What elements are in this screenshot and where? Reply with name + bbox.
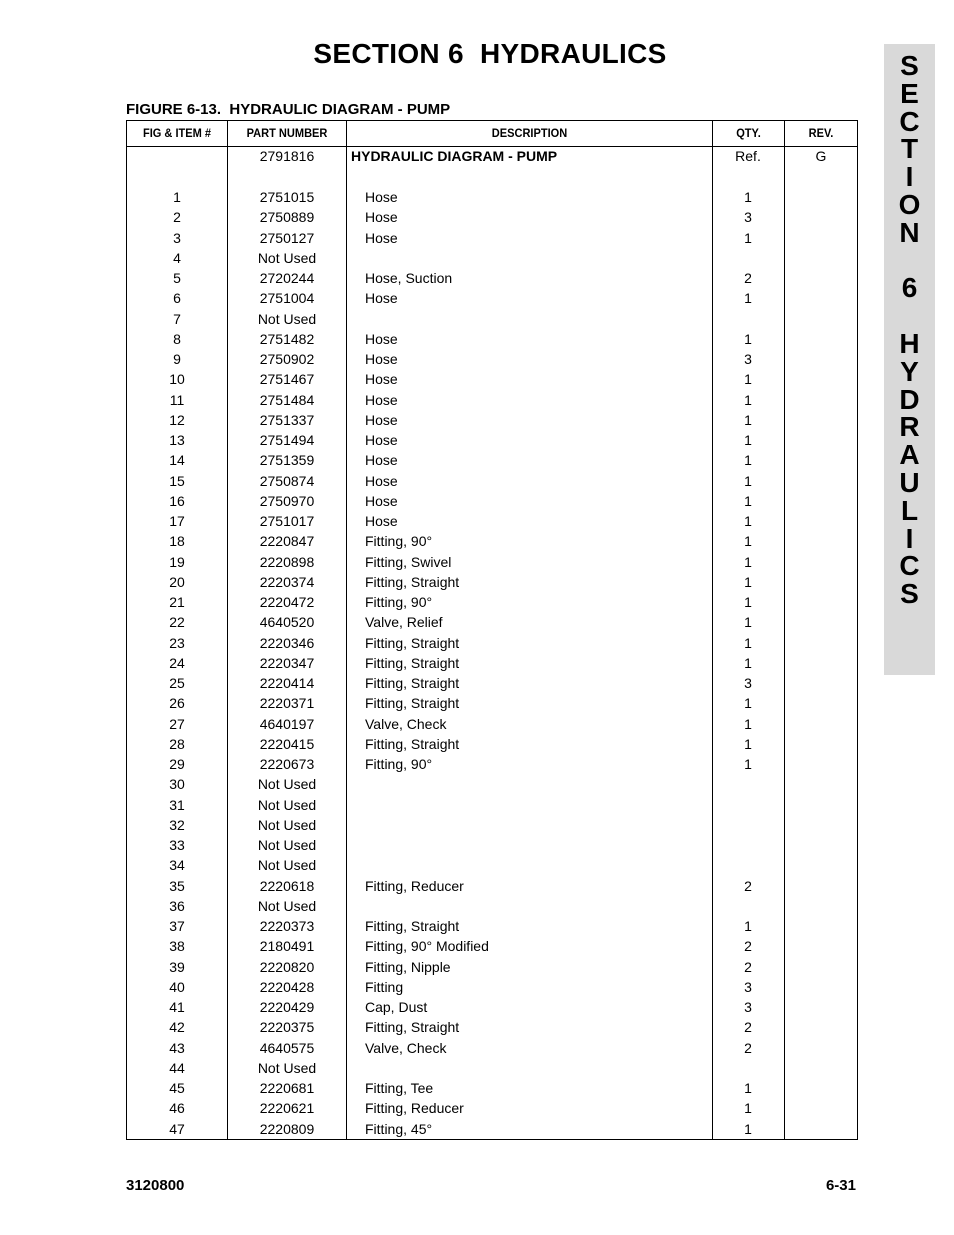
side-tab-letter: H [899,327,920,359]
part-number-cell: 2751337 [259,411,315,428]
item-number-cell: 47 [169,1120,185,1137]
description-cell: Fitting, Swivel [365,553,452,570]
qty-cell: 3 [744,209,752,226]
table-row [127,553,857,573]
qty-cell: 1 [744,594,752,610]
table-row [127,289,857,309]
side-tab-letter: I [905,161,914,193]
column-header-item: FIG & ITEM # [142,126,212,140]
page-title: SECTION 6 HYDRAULICS [313,38,667,69]
description-cell: Valve, Check [365,715,447,732]
description-cell: Fitting, 90° [365,756,433,772]
table-row [127,775,857,795]
table-row [127,856,857,876]
item-number-cell: 14 [169,452,185,469]
part-number-cell: 2750889 [259,209,315,226]
table-row [127,897,857,917]
qty-cell: 2 [744,270,752,286]
part-number-cell: Not Used [257,310,317,327]
table-row [127,836,857,856]
item-number-cell: 31 [169,796,185,813]
part-number-cell: 2791816 [259,148,315,164]
qty-cell: 1 [744,695,752,712]
table-row [127,694,857,714]
part-number-cell: Not Used [257,816,317,833]
table-row [127,1079,857,1099]
side-tab-letter: T [900,133,919,165]
table-row [127,391,857,411]
column-header-part-number: PART NUMBER [246,126,328,140]
item-number-cell: 10 [169,371,185,388]
part-number-cell: 2220373 [259,918,315,934]
table-row [127,451,857,471]
item-number-cell: 6 [173,290,181,307]
table-row [127,1099,857,1119]
item-number-cell: 4 [173,249,181,266]
table-row [127,877,857,897]
side-tab-letter: D [899,383,920,415]
table-row [127,370,857,390]
rev-cell: G [815,148,827,164]
part-number-cell: Not Used [257,857,317,874]
side-tab-letter: A [899,439,920,471]
qty-cell: 1 [744,634,752,651]
item-number-cell: 1 [173,189,181,205]
side-tab-letter: I [905,522,914,554]
description-cell: Fitting, Straight [365,1019,460,1036]
qty-cell: 1 [744,573,752,590]
part-number-cell: 2220847 [259,533,315,550]
item-number-cell: 7 [173,310,181,327]
qty-cell: 1 [744,330,752,347]
description-cell: Hose [365,452,398,469]
table-row [127,229,857,249]
part-number-cell: Not Used [257,796,317,813]
item-number-cell: 22 [169,614,185,631]
part-number-cell: 2751482 [259,330,315,347]
part-number-cell: 4640520 [259,614,315,631]
item-number-cell: 8 [173,330,181,347]
qty-cell: 1 [744,715,752,732]
item-number-cell: 46 [169,1100,185,1117]
side-tab-letter: R [899,411,920,443]
description-cell: Fitting, Straight [365,695,460,712]
part-number-cell: 2180491 [259,938,315,955]
item-number-cell: 32 [169,816,185,833]
part-number-cell: 2751467 [259,371,315,388]
parts-table [126,120,858,1140]
item-number-cell: 2 [173,209,181,226]
qty-cell: 3 [744,978,752,995]
description-cell: Hose [365,330,398,347]
table-row [127,411,857,431]
qty-cell: 3 [744,675,752,691]
table-row [127,330,857,350]
item-number-cell: 13 [169,432,185,448]
table-row [127,492,857,512]
item-number-cell: 19 [169,553,185,570]
description-cell: Hose [365,492,398,509]
qty-cell: 1 [744,229,752,246]
item-number-cell: 39 [169,958,185,975]
qty-cell: 1 [744,735,752,752]
part-number-cell: 2750127 [259,229,315,246]
side-tab-letter: C [899,550,920,582]
description-cell: Hose [365,229,398,246]
table-row [127,573,857,593]
table-row [127,1018,857,1038]
qty-cell: 2 [744,1039,752,1056]
side-tab-letter: U [899,466,920,498]
description-cell: Hose [365,209,398,226]
qty-cell: 1 [744,1100,752,1117]
item-number-cell: 36 [169,897,185,914]
description-cell: Fitting, 45° [365,1120,433,1137]
description-cell: Hose [365,371,398,388]
description-cell: Hose [365,432,398,448]
qty-cell: 1 [744,553,752,570]
item-number-cell: 26 [169,695,185,712]
description-cell: Hose [365,411,398,428]
description-cell: Hose [365,351,398,367]
description-cell: Hose [365,391,398,408]
item-number-cell: 28 [169,735,185,752]
footer-doc-number: 3120800 [126,1177,185,1194]
table-row [127,208,857,228]
part-number-cell: 2751484 [259,391,315,408]
table-row [127,1120,857,1140]
qty-cell: 1 [744,371,752,388]
description-cell: Fitting, Tee [365,1080,434,1096]
item-number-cell: 24 [169,654,185,671]
item-number-cell: 23 [169,634,185,651]
table-row [127,755,857,775]
column-header-rev: REV. [808,126,834,140]
qty-cell: 2 [744,938,752,955]
part-number-cell: 2720244 [259,270,315,286]
qty-cell: 1 [744,472,752,489]
item-number-cell: 34 [169,857,185,874]
qty-cell: 2 [744,958,752,975]
item-number-cell: 9 [173,351,181,367]
item-number-cell: 17 [169,513,185,529]
table-row [127,431,857,451]
qty-cell: 1 [744,492,752,509]
qty-cell: 3 [744,999,752,1015]
part-number-cell: 2220681 [259,1080,315,1096]
qty-cell: 1 [744,654,752,671]
part-number-cell: Not Used [257,776,317,793]
qty-cell: 1 [744,756,752,772]
qty-cell: 3 [744,351,752,367]
side-tab-letter: O [898,188,921,220]
item-number-cell: 45 [169,1080,185,1096]
table-row [127,958,857,978]
item-number-cell: 12 [169,411,185,428]
item-number-cell: 15 [169,472,185,489]
table-row [127,593,857,613]
part-number-cell: 2220472 [259,594,315,610]
side-tab-letter: N [899,216,920,248]
description-cell: Fitting, Straight [365,573,460,590]
part-number-cell: 2751017 [259,513,315,529]
side-tab-letter: C [899,105,920,137]
description-cell: Fitting, 90° Modified [365,938,489,955]
part-number-cell: 2220898 [259,553,315,570]
qty-cell: 1 [744,452,752,469]
qty-cell: 2 [744,877,752,894]
qty-cell: 1 [744,189,752,205]
part-number-cell: 2220375 [259,1019,315,1036]
part-number-cell: 4640575 [259,1039,315,1056]
table-row [127,269,857,289]
description-cell: Cap, Dust [365,999,428,1015]
description-cell: Fitting, Straight [365,675,460,691]
item-number-cell: 35 [169,877,185,894]
table-row [127,937,857,957]
description-cell: Hose [365,290,398,307]
qty-cell: 1 [744,432,752,448]
part-number-cell: 2220429 [259,999,315,1015]
table-row [127,735,857,755]
part-number-cell: 2751015 [259,189,315,205]
side-tab-letter: Y [900,355,919,387]
table-row [127,512,857,532]
part-number-cell: 2220428 [259,978,315,995]
table-row [127,472,857,492]
qty-cell: 1 [744,533,752,550]
qty-cell: 2 [744,1019,752,1036]
qty-cell: Ref. [735,148,761,164]
description-cell: Fitting, Straight [365,654,460,671]
side-tab-letter: L [900,494,919,526]
part-number-cell: Not Used [257,837,317,853]
description-cell: Fitting, Reducer [365,1100,464,1117]
side-tab-letters [884,52,935,608]
table-row [127,350,857,370]
item-number-cell: 20 [169,573,185,590]
part-number-cell: Not Used [257,1059,317,1076]
qty-cell: 1 [744,918,752,934]
figure-title: FIGURE 6-13. HYDRAULIC DIAGRAM - PUMP [126,101,451,118]
description-cell: HYDRAULIC DIAGRAM - PUMP [351,148,558,164]
part-number-cell: 2220346 [259,634,315,651]
part-number-cell: 2220820 [259,958,315,975]
description-cell: Fitting, 90° [365,594,433,610]
side-tab-letter: E [900,77,919,109]
qty-cell: 1 [744,614,752,631]
description-cell: Fitting, 90° [365,533,433,550]
part-number-cell: 2220673 [259,756,315,772]
item-number-cell: 43 [169,1039,185,1056]
item-number-cell: 30 [169,776,185,793]
description-cell: Fitting [365,978,404,995]
column-header-description: DESCRIPTION [491,126,568,140]
item-number-cell: 11 [169,391,185,408]
side-tab-letter: S [900,578,919,610]
table-row [127,1059,857,1079]
table-row [127,654,857,674]
item-number-cell: 18 [169,533,185,550]
part-number-cell: 2750902 [259,351,315,367]
item-number-cell: 16 [169,492,185,509]
description-cell: Fitting, Reducer [365,877,464,894]
item-number-cell: 25 [169,675,185,691]
table-row [127,1039,857,1059]
description-cell: Valve, Relief [365,614,443,631]
part-number-cell: 2751004 [259,290,315,307]
item-number-cell: 40 [169,978,185,995]
part-number-cell: 2751494 [259,432,315,448]
side-tab-letter: S [900,50,919,81]
table-row [127,715,857,735]
description-cell: Hose [365,513,398,529]
part-number-cell: Not Used [257,897,317,914]
description-cell: Hose [365,189,398,205]
footer-page-number: 6-31 [825,1177,856,1194]
table-row [127,674,857,694]
part-number-cell: 2220347 [259,654,315,671]
item-number-cell: 3 [173,229,181,246]
description-cell: Valve, Check [365,1039,447,1056]
table-row [127,310,857,330]
part-number-cell: Not Used [257,249,317,266]
item-number-cell: 21 [169,594,185,610]
table-row [127,613,857,633]
side-tab-letter: 6 [901,272,918,304]
item-number-cell: 41 [169,999,185,1015]
part-number-cell: 2750970 [259,492,315,509]
part-number-cell: 2220415 [259,735,315,752]
qty-cell: 1 [744,1080,752,1096]
section-side-tab [884,44,935,675]
table-row [127,816,857,836]
item-number-cell: 37 [169,918,185,934]
part-number-cell: 2220371 [259,695,315,712]
item-number-cell: 44 [169,1059,185,1076]
description-cell: Hose, Suction [365,270,453,286]
description-cell: Fitting, Straight [365,634,460,651]
description-cell: Fitting, Nipple [365,958,451,975]
part-number-cell: 2220618 [259,877,315,894]
table-row [127,796,857,816]
description-cell: Fitting, Straight [365,918,460,934]
table-row [127,978,857,998]
table-row [127,188,857,208]
item-number-cell: 27 [169,715,185,732]
part-number-cell: 2220621 [259,1100,315,1117]
part-number-cell: 2751359 [259,452,315,469]
item-number-cell: 29 [169,756,185,772]
table-row [127,917,857,937]
qty-cell: 1 [744,1120,752,1137]
item-number-cell: 42 [169,1019,185,1036]
table-row [127,998,857,1018]
qty-cell: 1 [744,513,752,529]
column-header-qty: QTY. [736,126,761,140]
item-number-cell: 33 [169,837,185,853]
qty-cell: 1 [744,290,752,307]
table-row-assembly [127,147,857,167]
part-number-cell: 2750874 [259,472,315,489]
part-number-cell: 2220809 [259,1120,315,1137]
table-row [127,634,857,654]
description-cell: Fitting, Straight [365,735,460,752]
part-number-cell: 4640197 [259,715,315,732]
item-number-cell: 5 [173,270,181,286]
table-row [127,532,857,552]
qty-cell: 1 [744,411,752,428]
table-row [127,249,857,269]
part-number-cell: 2220414 [259,675,315,691]
qty-cell: 1 [744,391,752,408]
item-number-cell: 38 [169,938,185,955]
description-cell: Hose [365,472,398,489]
part-number-cell: 2220374 [259,573,315,590]
